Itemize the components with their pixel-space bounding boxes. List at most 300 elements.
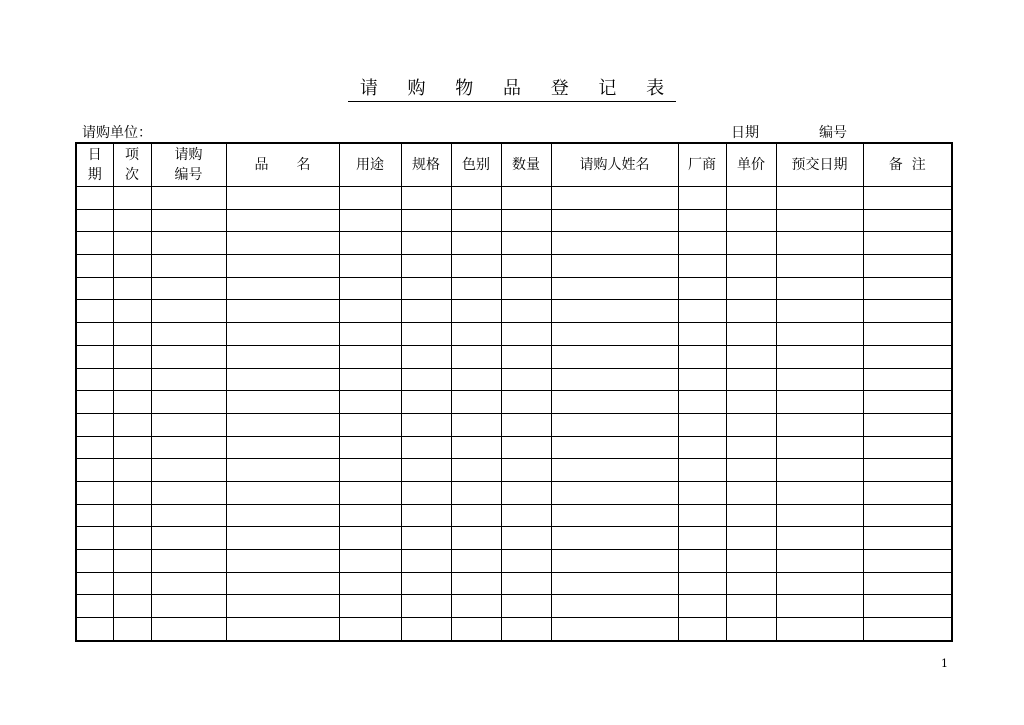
table-cell[interactable]: [226, 300, 339, 323]
table-cell[interactable]: [151, 618, 226, 641]
table-cell[interactable]: [863, 572, 952, 595]
table-cell[interactable]: [76, 618, 113, 641]
table-cell[interactable]: [863, 595, 952, 618]
table-cell[interactable]: [776, 323, 863, 346]
table-cell[interactable]: [339, 618, 401, 641]
header-item-no-text: 项 次: [125, 147, 139, 183]
table-cell[interactable]: [551, 391, 678, 414]
table-cell[interactable]: [501, 504, 551, 527]
table-cell[interactable]: [76, 413, 113, 436]
table-cell[interactable]: [226, 391, 339, 414]
table-cell[interactable]: [76, 209, 113, 232]
table-cell[interactable]: [451, 527, 501, 550]
table-cell[interactable]: [151, 550, 226, 573]
table-cell[interactable]: [726, 572, 776, 595]
table-cell[interactable]: [863, 436, 952, 459]
table-cell[interactable]: [76, 345, 113, 368]
table-cell[interactable]: [776, 550, 863, 573]
table-cell[interactable]: [501, 572, 551, 595]
table-cell[interactable]: [678, 277, 726, 300]
table-cell[interactable]: [151, 323, 226, 346]
table-cell[interactable]: [151, 459, 226, 482]
table-cell[interactable]: [863, 323, 952, 346]
header-item-name-text: 品 名: [254, 157, 311, 173]
table-cell[interactable]: [151, 300, 226, 323]
table-cell[interactable]: [501, 459, 551, 482]
table-row: [76, 550, 952, 573]
table-cell[interactable]: [776, 572, 863, 595]
table-cell[interactable]: [339, 436, 401, 459]
table-cell[interactable]: [726, 413, 776, 436]
table-cell[interactable]: [76, 504, 113, 527]
table-cell[interactable]: [776, 187, 863, 210]
table-cell[interactable]: [726, 391, 776, 414]
table-cell[interactable]: [401, 209, 451, 232]
table-cell[interactable]: [678, 436, 726, 459]
table-cell[interactable]: [501, 323, 551, 346]
table-cell[interactable]: [863, 232, 952, 255]
header-quantity-text: 数量: [512, 157, 540, 173]
table-cell[interactable]: [776, 481, 863, 504]
table-cell[interactable]: [151, 255, 226, 278]
table-cell[interactable]: [339, 527, 401, 550]
table-cell[interactable]: [863, 550, 952, 573]
table-cell[interactable]: [726, 368, 776, 391]
table-cell[interactable]: [451, 345, 501, 368]
table-cell[interactable]: [678, 595, 726, 618]
table-cell[interactable]: [401, 255, 451, 278]
table-cell[interactable]: [76, 550, 113, 573]
table-cell[interactable]: [226, 595, 339, 618]
table-cell[interactable]: [151, 209, 226, 232]
table-cell[interactable]: [551, 459, 678, 482]
table-cell[interactable]: [776, 459, 863, 482]
table-cell[interactable]: [551, 572, 678, 595]
table-cell[interactable]: [339, 391, 401, 414]
table-row: [76, 413, 952, 436]
table-cell[interactable]: [339, 550, 401, 573]
header-requester-name-text: 请购人姓名: [579, 157, 650, 173]
table-cell[interactable]: [151, 232, 226, 255]
header-date: [76, 143, 113, 187]
table-cell[interactable]: [726, 595, 776, 618]
table-cell[interactable]: [726, 550, 776, 573]
table-cell[interactable]: [151, 436, 226, 459]
table-cell[interactable]: [726, 481, 776, 504]
table-cell[interactable]: [113, 527, 151, 550]
table-cell[interactable]: [678, 345, 726, 368]
table-cell[interactable]: [776, 300, 863, 323]
table-cell[interactable]: [113, 481, 151, 504]
table-cell[interactable]: [863, 504, 952, 527]
table-cell[interactable]: [226, 436, 339, 459]
code-label: 编号: [819, 125, 847, 141]
table-cell[interactable]: [226, 459, 339, 482]
table-cell[interactable]: [501, 413, 551, 436]
table-cell[interactable]: [401, 572, 451, 595]
table-cell[interactable]: [726, 209, 776, 232]
table-cell[interactable]: [551, 595, 678, 618]
table-cell[interactable]: [776, 618, 863, 641]
table-cell[interactable]: [863, 481, 952, 504]
table-cell[interactable]: [501, 436, 551, 459]
table-cell[interactable]: [451, 255, 501, 278]
page-number: 1: [941, 657, 948, 670]
table-row: [76, 391, 952, 414]
table-row: [76, 618, 952, 641]
table-cell[interactable]: [551, 300, 678, 323]
table-cell[interactable]: [863, 277, 952, 300]
table-cell[interactable]: [863, 187, 952, 210]
table-cell[interactable]: [776, 595, 863, 618]
table-cell[interactable]: [678, 187, 726, 210]
table-cell[interactable]: [551, 255, 678, 278]
table-cell[interactable]: [226, 323, 339, 346]
table-cell[interactable]: [401, 232, 451, 255]
table-cell[interactable]: [401, 481, 451, 504]
table-cell[interactable]: [113, 300, 151, 323]
table-cell[interactable]: [151, 345, 226, 368]
table-cell[interactable]: [76, 368, 113, 391]
table-cell[interactable]: [551, 618, 678, 641]
table-cell[interactable]: [113, 572, 151, 595]
table-cell[interactable]: [501, 481, 551, 504]
table-cell[interactable]: [76, 481, 113, 504]
table-cell[interactable]: [501, 550, 551, 573]
table-cell[interactable]: [501, 391, 551, 414]
table-cell[interactable]: [339, 413, 401, 436]
table-cell[interactable]: [451, 595, 501, 618]
table-cell[interactable]: [401, 368, 451, 391]
table-header-row: [76, 143, 952, 187]
table-cell[interactable]: [501, 527, 551, 550]
table-cell[interactable]: [726, 187, 776, 210]
table-cell[interactable]: [339, 209, 401, 232]
table-cell[interactable]: [678, 413, 726, 436]
header-vendor: [678, 143, 726, 187]
table-cell[interactable]: [776, 255, 863, 278]
table-cell[interactable]: [151, 277, 226, 300]
table-cell[interactable]: [776, 391, 863, 414]
table-cell[interactable]: [401, 527, 451, 550]
table-cell[interactable]: [401, 323, 451, 346]
table-row: [76, 345, 952, 368]
header-spec-text: 规格: [412, 157, 440, 173]
table-cell[interactable]: [451, 572, 501, 595]
table-cell[interactable]: [339, 323, 401, 346]
table-row: [76, 277, 952, 300]
table-cell[interactable]: [113, 459, 151, 482]
table-cell[interactable]: [863, 300, 952, 323]
table-cell[interactable]: [113, 209, 151, 232]
table-cell[interactable]: [76, 572, 113, 595]
table-cell[interactable]: [401, 459, 451, 482]
table-cell[interactable]: [451, 459, 501, 482]
table-cell[interactable]: [551, 413, 678, 436]
table-cell[interactable]: [726, 436, 776, 459]
table-cell[interactable]: [863, 209, 952, 232]
table-cell[interactable]: [339, 232, 401, 255]
table-cell[interactable]: [726, 504, 776, 527]
header-purpose-text: 用途: [356, 157, 384, 173]
table-cell[interactable]: [151, 504, 226, 527]
table-cell[interactable]: [401, 550, 451, 573]
table-cell[interactable]: [226, 345, 339, 368]
table-cell[interactable]: [863, 459, 952, 482]
table-cell[interactable]: [551, 187, 678, 210]
purchase-register-table: [75, 142, 953, 642]
table-cell[interactable]: [113, 368, 151, 391]
table-cell[interactable]: [401, 413, 451, 436]
table-cell[interactable]: [113, 550, 151, 573]
table-row: [76, 187, 952, 210]
table-cell[interactable]: [226, 368, 339, 391]
table-cell[interactable]: [551, 504, 678, 527]
table-row: [76, 209, 952, 232]
table-row: [76, 504, 952, 527]
table-cell[interactable]: [451, 277, 501, 300]
table-cell[interactable]: [451, 504, 501, 527]
table-cell[interactable]: [776, 277, 863, 300]
table-cell[interactable]: [551, 323, 678, 346]
table-cell[interactable]: [678, 527, 726, 550]
table-cell[interactable]: [451, 187, 501, 210]
table-cell[interactable]: [113, 345, 151, 368]
table-cell[interactable]: [678, 300, 726, 323]
table-row: [76, 368, 952, 391]
table-cell[interactable]: [451, 209, 501, 232]
table-cell[interactable]: [226, 187, 339, 210]
table-cell[interactable]: [726, 527, 776, 550]
table-row: [76, 300, 952, 323]
table-cell[interactable]: [339, 459, 401, 482]
header-quantity: [501, 143, 551, 187]
table-cell[interactable]: [551, 436, 678, 459]
table-row: [76, 436, 952, 459]
table-cell[interactable]: [76, 232, 113, 255]
table-cell[interactable]: [678, 504, 726, 527]
table-cell[interactable]: [76, 277, 113, 300]
requesting-unit-label: 请购单位：: [82, 125, 152, 141]
table-cell[interactable]: [726, 618, 776, 641]
table-cell[interactable]: [678, 572, 726, 595]
header-remarks-text: 备 注: [888, 157, 926, 173]
table-cell[interactable]: [339, 187, 401, 210]
table-cell[interactable]: [678, 550, 726, 573]
table-cell[interactable]: [76, 323, 113, 346]
table-cell[interactable]: [113, 187, 151, 210]
table-cell[interactable]: [776, 436, 863, 459]
table-cell[interactable]: [76, 300, 113, 323]
table-cell[interactable]: [226, 572, 339, 595]
table-cell[interactable]: [451, 391, 501, 414]
table-cell[interactable]: [501, 368, 551, 391]
table-row: [76, 572, 952, 595]
table-cell[interactable]: [226, 618, 339, 641]
table-cell[interactable]: [776, 368, 863, 391]
table-cell[interactable]: [678, 618, 726, 641]
table-cell[interactable]: [678, 232, 726, 255]
table-cell[interactable]: [678, 368, 726, 391]
table-row: [76, 255, 952, 278]
table-cell[interactable]: [401, 391, 451, 414]
table-cell[interactable]: [451, 436, 501, 459]
table-cell[interactable]: [76, 459, 113, 482]
table-cell[interactable]: [726, 277, 776, 300]
table-cell[interactable]: [76, 187, 113, 210]
table-cell[interactable]: [76, 527, 113, 550]
table-cell[interactable]: [551, 550, 678, 573]
table-cell[interactable]: [339, 481, 401, 504]
table-cell[interactable]: [726, 300, 776, 323]
table-cell[interactable]: [113, 413, 151, 436]
table-cell[interactable]: [551, 277, 678, 300]
table-cell[interactable]: [863, 391, 952, 414]
table-cell[interactable]: [339, 277, 401, 300]
table-cell[interactable]: [551, 527, 678, 550]
header-color-text: 色别: [462, 157, 490, 173]
table-cell[interactable]: [226, 255, 339, 278]
table-cell[interactable]: [776, 527, 863, 550]
table-cell[interactable]: [226, 527, 339, 550]
table-cell[interactable]: [551, 232, 678, 255]
table-cell[interactable]: [726, 459, 776, 482]
table-cell[interactable]: [401, 300, 451, 323]
table-cell[interactable]: [501, 255, 551, 278]
table-cell[interactable]: [226, 232, 339, 255]
table-cell[interactable]: [151, 187, 226, 210]
table-cell[interactable]: [401, 345, 451, 368]
table-cell[interactable]: [113, 436, 151, 459]
table-cell[interactable]: [551, 345, 678, 368]
table-cell[interactable]: [776, 413, 863, 436]
table-cell[interactable]: [401, 436, 451, 459]
table-cell[interactable]: [151, 413, 226, 436]
table-cell[interactable]: [501, 345, 551, 368]
table-cell[interactable]: [113, 391, 151, 414]
table-cell[interactable]: [151, 527, 226, 550]
table-cell[interactable]: [339, 504, 401, 527]
table-cell[interactable]: [76, 255, 113, 278]
table-cell[interactable]: [76, 391, 113, 414]
table-cell[interactable]: [401, 618, 451, 641]
table-cell[interactable]: [776, 232, 863, 255]
table-cell[interactable]: [339, 345, 401, 368]
table-cell[interactable]: [776, 345, 863, 368]
header-color: [451, 143, 501, 187]
table-cell[interactable]: [113, 255, 151, 278]
table-cell[interactable]: [151, 595, 226, 618]
table-cell[interactable]: [501, 618, 551, 641]
table-cell[interactable]: [151, 481, 226, 504]
table-cell[interactable]: [401, 187, 451, 210]
table-cell[interactable]: [151, 368, 226, 391]
table-cell[interactable]: [726, 232, 776, 255]
table-cell[interactable]: [678, 209, 726, 232]
table-cell[interactable]: [113, 232, 151, 255]
header-item-name: [226, 143, 339, 187]
table-cell[interactable]: [451, 413, 501, 436]
table-cell[interactable]: [863, 255, 952, 278]
table-cell[interactable]: [113, 595, 151, 618]
table-cell[interactable]: [776, 504, 863, 527]
table-cell[interactable]: [401, 504, 451, 527]
table-cell[interactable]: [113, 504, 151, 527]
table-cell[interactable]: [501, 232, 551, 255]
table-cell[interactable]: [678, 481, 726, 504]
header-delivery-date: [776, 143, 863, 187]
table-cell[interactable]: [339, 255, 401, 278]
document-title-text: 请 购 物 品 登 记 表: [348, 78, 676, 102]
table-cell[interactable]: [226, 504, 339, 527]
table-cell[interactable]: [451, 481, 501, 504]
table-cell[interactable]: [863, 618, 952, 641]
table-cell[interactable]: [226, 550, 339, 573]
table-cell[interactable]: [451, 368, 501, 391]
table-cell[interactable]: [451, 300, 501, 323]
table-cell[interactable]: [501, 595, 551, 618]
table-cell[interactable]: [226, 481, 339, 504]
table-body: [76, 187, 952, 641]
table-cell[interactable]: [226, 277, 339, 300]
table-cell[interactable]: [678, 391, 726, 414]
table-row: [76, 527, 952, 550]
table-cell[interactable]: [339, 368, 401, 391]
table-cell[interactable]: [226, 413, 339, 436]
table-cell[interactable]: [863, 527, 952, 550]
table-cell[interactable]: [451, 618, 501, 641]
document-title: [0, 74, 1024, 100]
table-cell[interactable]: [151, 391, 226, 414]
table-cell[interactable]: [451, 550, 501, 573]
table-cell[interactable]: [501, 300, 551, 323]
table-cell[interactable]: [776, 209, 863, 232]
table-cell[interactable]: [339, 300, 401, 323]
table-cell[interactable]: [451, 323, 501, 346]
table-row: [76, 323, 952, 346]
table-cell[interactable]: [113, 323, 151, 346]
table-cell[interactable]: [726, 345, 776, 368]
table-cell[interactable]: [551, 368, 678, 391]
table-cell[interactable]: [863, 345, 952, 368]
table-cell[interactable]: [76, 436, 113, 459]
table-cell[interactable]: [726, 323, 776, 346]
table-cell[interactable]: [678, 459, 726, 482]
table-cell[interactable]: [678, 323, 726, 346]
table-cell[interactable]: [451, 232, 501, 255]
table-cell[interactable]: [551, 209, 678, 232]
table-cell[interactable]: [726, 255, 776, 278]
table-cell[interactable]: [401, 277, 451, 300]
table-cell[interactable]: [863, 368, 952, 391]
table-cell[interactable]: [113, 277, 151, 300]
table-cell[interactable]: [501, 277, 551, 300]
table-cell[interactable]: [151, 572, 226, 595]
table-cell[interactable]: [339, 572, 401, 595]
table-cell[interactable]: [113, 618, 151, 641]
table-cell[interactable]: [551, 481, 678, 504]
table-cell[interactable]: [339, 595, 401, 618]
table-cell[interactable]: [863, 413, 952, 436]
table-cell[interactable]: [226, 209, 339, 232]
table-cell[interactable]: [678, 255, 726, 278]
table-cell[interactable]: [401, 595, 451, 618]
header-delivery-date-text: 预交日期: [791, 157, 848, 173]
table-cell[interactable]: [501, 187, 551, 210]
table-cell[interactable]: [501, 209, 551, 232]
header-vendor-text: 厂商: [688, 157, 716, 173]
table-cell[interactable]: [76, 595, 113, 618]
